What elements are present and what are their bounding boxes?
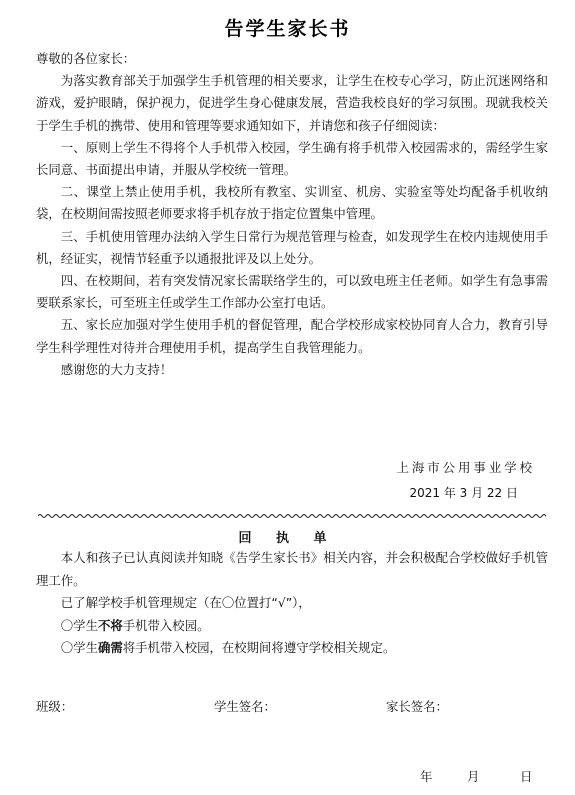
letter-paragraph-rule-1: 一、原则上学生不得将个人手机带入校园，学生确有将手机带入校园需求的，需经学生家长同意、书面提出申请，并服从学校统一管理。 (36, 139, 548, 178)
class-field[interactable]: 班级： (36, 699, 74, 714)
parent-signature-field[interactable]: 家长签名： (386, 699, 448, 714)
letter-paragraph-rule-4: 四、在校期间，若有突发情况家长需联络学生的，可以致电班主任老师。如学生有急事需要联系家长，可至班主任或学生工作部办公室打电话。 (36, 273, 548, 311)
letter-paragraph-thanks: 感谢您的大力支持！ (60, 361, 173, 377)
receipt-statement: 本人和孩子已认真阅读并知晓《告学生家长书》相关内容，并会积极配合学校做好手机管理工作。 (36, 550, 548, 588)
option-no-phone-bold: 不将 (97, 617, 123, 633)
option-bring-phone-suffix: 将手机带入校园，在校期间将遵守学校相关规定。 (122, 640, 396, 656)
letter-title: 告学生家长书 (224, 18, 351, 40)
receipt-option-bring-phone[interactable] (36, 637, 548, 660)
wavy-divider (38, 512, 546, 520)
letter-signature-date: 2021 年 3 月 22 日 (409, 486, 518, 500)
receipt-option-no-phone[interactable] (36, 615, 548, 638)
letter-signature-school: 上海市公用事业学校 (396, 460, 535, 475)
letter-body (36, 48, 548, 381)
letter-paragraph-rule-2: 二、课堂上禁止使用手机，我校所有教室、实训室、机房、实验室等处均配备手机收纳袋，在校期间需按照老师要求将手机存放于指定位置集中管理。 (36, 184, 548, 222)
date-day-label: 日 (520, 769, 533, 784)
student-signature-field[interactable]: 学生签名： (214, 699, 276, 714)
option-no-phone-prefix: 〇学生 (60, 617, 98, 633)
letter-paragraph-intro: 为落实教育部关于加强学生手机管理的相关要求，让学生在校专心学习，防止沉迷网络和游戏，爱护眼睛，保护视力，促进学生身心健康发展，营造我校良好的学习氛围。现就我校关于学生手机的携带、使用和管理等要求通知如下，并请您和孩子仔细阅读： (36, 73, 548, 133)
letter-paragraph-rule-5: 五、家长应加强对学生使用手机的督促管理，配合学校形成家校协同育人合力，教育引导学生科学理性对待并合理使用手机，提高学生自我管理能力。 (36, 317, 548, 355)
option-bring-phone-prefix: 〇学生 (60, 640, 98, 656)
letter-paragraph-rule-3: 三、手机使用管理办法纳入学生日常行为规范管理与检查，如发现学生在校内违规使用手机，经证实，视情节轻重予以通报批评及以上处分。 (36, 228, 548, 266)
option-bring-phone-bold: 确需 (97, 640, 123, 656)
receipt-title: 回 执 单 (238, 531, 337, 546)
letter-salutation: 尊敬的各位家长： (36, 51, 136, 66)
date-year-label: 年 (420, 769, 433, 784)
option-no-phone-suffix: 手机带入校园。 (122, 617, 210, 633)
date-month-label: 月 (467, 769, 480, 784)
receipt-body (36, 547, 548, 660)
receipt-instruction: 已了解学校手机管理规定（在〇位置打“√”）， (60, 595, 311, 611)
